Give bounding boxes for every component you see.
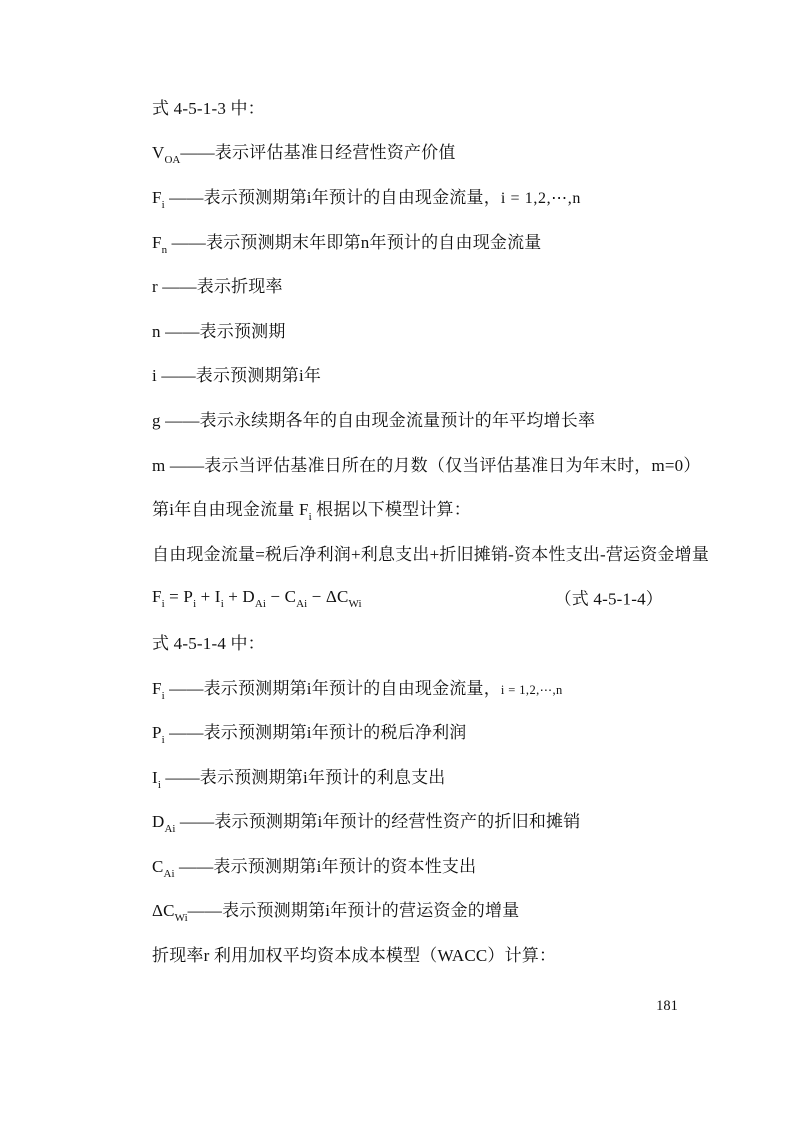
text-segment: ——表示评估基准日经营性资产价值 <box>180 143 456 163</box>
text-segment: 第i年自由现金流量 F <box>152 500 309 520</box>
fcf-model-intro <box>152 485 683 530</box>
subscript: Wi <box>174 912 188 925</box>
wacc-intro-text <box>152 941 556 966</box>
text-segment: + D <box>223 586 255 606</box>
subscript: i <box>193 597 197 610</box>
text-segment: ΔC <box>152 901 175 921</box>
def-d-ai-text <box>152 807 581 836</box>
text-segment: F <box>152 232 162 252</box>
def-n <box>152 307 683 352</box>
subscript: Ai <box>164 823 176 836</box>
formula-context-4-5-1-4 <box>152 619 683 664</box>
text-segment: − ΔC <box>307 586 349 606</box>
text-segment: ——表示预测期第i年预计的经营性资产的折旧和摊销 <box>175 812 581 832</box>
fcf-equation-text <box>152 530 710 575</box>
text-segment: 折现率r 利用加权平均资本成本模型（WACC）计算： <box>152 946 557 966</box>
fcf-equation-text-text <box>152 540 709 565</box>
def-i-text <box>152 361 321 386</box>
page-number: 181 <box>656 998 678 1014</box>
text-segment: m ——表示当评估基准日所在的月数（仅当评估基准日为年末时，m=0） <box>152 455 701 475</box>
text-segment: i = 1,2,⋯,n <box>500 189 581 207</box>
text-segment: C <box>152 856 164 876</box>
text-segment: 式 4-5-1-3 中： <box>152 98 265 118</box>
def-p-i-text <box>152 718 467 747</box>
text-segment: r ——表示折现率 <box>152 277 283 297</box>
text-segment: P <box>152 723 162 743</box>
text-segment: D <box>152 812 165 832</box>
def-r <box>152 262 683 307</box>
formula-context-4-5-1-3-text <box>152 94 265 119</box>
def-f-i-2-text <box>152 674 563 702</box>
text-segment: g ——表示永续期各年的自由现金流量预计的年平均增长率 <box>152 410 596 430</box>
def-i-i-text <box>152 763 446 791</box>
subscript: Ai <box>296 597 308 610</box>
subscript: i <box>161 198 165 211</box>
subscript: Ai <box>163 867 175 880</box>
text-segment: i = 1,2,⋯,n <box>500 682 563 697</box>
def-f-n <box>152 218 683 263</box>
text-segment: = P <box>164 586 194 606</box>
text-segment: − C <box>265 586 297 606</box>
def-delta-c-wi <box>152 887 683 932</box>
subscript: n <box>161 243 168 256</box>
text-segment: ——表示预测期第i年预计的自由现金流量， <box>164 678 501 698</box>
def-f-i-text <box>152 183 581 211</box>
text-block <box>152 84 710 976</box>
formula-context-4-5-1-3 <box>152 84 683 129</box>
text-segment: F <box>152 678 162 698</box>
subscript: i <box>161 597 165 610</box>
formula-context-4-5-1-4-text <box>152 629 265 654</box>
formula-4-5-1-4-text <box>152 586 362 610</box>
def-f-n-text <box>152 228 542 256</box>
text-segment: ——表示预测期第i年预计的税后净利润 <box>164 723 467 743</box>
subscript: i <box>161 734 165 747</box>
def-v-oa-text <box>152 138 456 167</box>
text-segment: F <box>152 187 162 207</box>
def-g <box>152 396 683 441</box>
subscript: Ai <box>254 597 266 610</box>
wacc-intro <box>152 931 683 976</box>
def-c-ai <box>152 842 683 887</box>
subscript: i <box>220 597 224 610</box>
def-p-i <box>152 708 683 753</box>
def-g-text <box>152 406 595 431</box>
text-segment: + I <box>196 586 221 606</box>
def-d-ai <box>152 798 683 843</box>
subscript: i <box>308 511 312 524</box>
subscript: i <box>157 778 161 791</box>
def-m-text <box>152 451 701 476</box>
text-segment: V <box>152 143 165 163</box>
def-i-i <box>152 753 683 798</box>
def-f-i <box>152 173 683 218</box>
fcf-model-intro-text <box>152 495 471 524</box>
text-segment: n ——表示预测期 <box>152 321 286 341</box>
def-f-i-2 <box>152 664 683 709</box>
text-segment: ——表示预测期第i年预计的利息支出 <box>160 767 446 787</box>
def-i <box>152 352 683 397</box>
def-m <box>152 441 701 486</box>
text-segment: 根据以下模型计算： <box>311 500 471 520</box>
def-r-text <box>152 272 283 297</box>
text-segment: F <box>152 586 162 606</box>
subscript: OA <box>164 154 181 167</box>
text-segment: ——表示预测期末年即第n年预计的自由现金流量 <box>167 232 542 252</box>
text-segment: ——表示预测期第i年预计的自由现金流量， <box>164 187 501 207</box>
text-segment: i ——表示预测期第i年 <box>152 366 322 386</box>
def-n-text <box>152 317 286 342</box>
formula-reference-label: （式 4-5-1-4） <box>554 589 663 609</box>
text-segment: I <box>152 767 158 787</box>
text-segment: 式 4-5-1-4 中： <box>152 633 265 653</box>
text-segment: ——表示预测期第i年预计的资本性支出 <box>174 856 477 876</box>
subscript: i <box>161 689 165 702</box>
def-c-ai-text <box>152 852 477 880</box>
formula-4-5-1-4 <box>152 575 683 620</box>
def-delta-c-wi-text <box>152 896 520 925</box>
text-segment: 自由现金流量=税后净利润+利息支出+折旧摊销-资本性支出-营运资金增量 <box>152 544 710 564</box>
subscript: Wi <box>348 597 362 610</box>
text-segment: ——表示预测期第i年预计的营运资金的增量 <box>187 901 520 921</box>
def-v-oa <box>152 129 683 174</box>
